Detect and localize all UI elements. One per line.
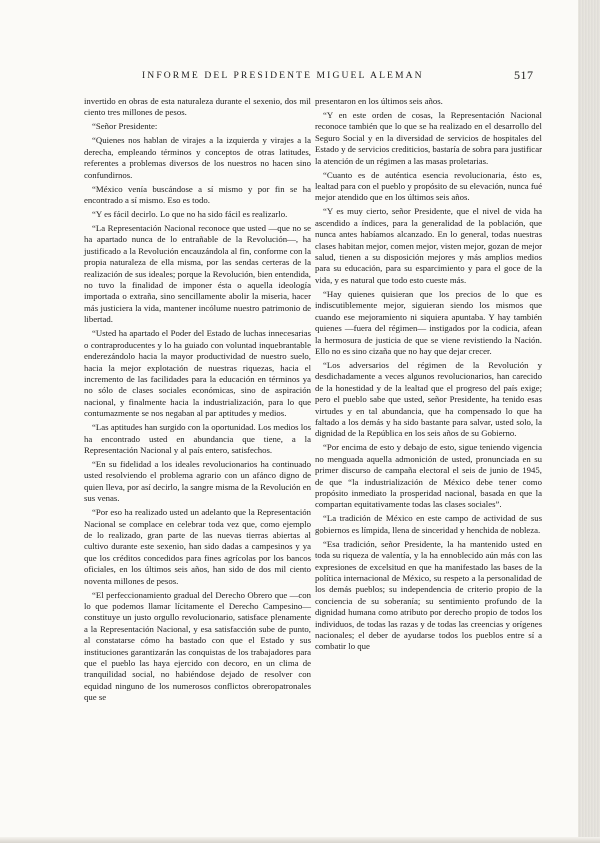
paragraph: “Los adversarios del régimen de la Revolución y desdichadamente a veces algunos revolucionarios, han carecido de la honestidad y de la lealtad que el progreso del país exige; pero el pueblo sabe que usted, señor Presidente, ha tenido esas virtudes y en tal abundancia, que ha compensado lo que ha faltado a los demás y ha sido bastante para salvar, usted solo, la dignidad de la República en los seis años de su Gobierno.	[315, 359, 542, 439]
right-column	[315, 96, 542, 655]
paragraph: presentaron en los últimos seis años.	[315, 96, 443, 106]
paragraph: invertido en obras de esta naturaleza durante el sexenio, dos mil ciento tres millones de pesos.	[84, 96, 311, 118]
paragraph: “Por eso ha realizado usted un adelanto que la Representación Nacional se complace en celebrar toda vez que, como ejemplo de lo realizado, gran parte de las nuevas tierras abiertas al cultivo durante este sexenio, han sido dadas a campesinos y ya que los créditos concedidos para fines agrícolas por los bancos oficiales, en los últimos seis años, han sido de dos mil ciento noventa millones de pesos.	[84, 507, 311, 586]
paragraph: “Usted ha apartado el Poder del Estado de luchas innecesarias o contraproducentes y lo ha guiado con voluntad inquebrantable enderezándolo hacia la mayor productividad de nuestro suelo, hacia la mejor explotación de nuestras riquezas, hacia el incremento de las facilidades para la educación en términos ya no sólo de clases sociales económicas, sino de aspiración nacional, y finalmente hacia la industrialización, para lo que contumazmente se nos negaban al par aptitudes y medios.	[84, 328, 311, 419]
paragraph: “En su fidelidad a los ideales revolucionarios ha continuado usted resolviendo el problema agrario con un afánco digno de quien lleva, por así decirlo, la sangre misma de la Revolución en sus venas.	[84, 458, 311, 504]
paragraph: “Cuanto es de auténtica esencia revolucionaria, ésto es, lealtad para con el pueblo y propósito de su elevación, nunca fué mejor atendido que en los últimos seis años.	[315, 169, 542, 203]
page-number: 517	[514, 68, 534, 82]
paragraph: “La Representación Nacional reconoce que usted —que no se ha apartado nunca de lo entrañable de la Revolución—, ha justificado a la Revolución encauzándola al fin, conforme con la propia naturaleza de ella misma, por las sendas certeras de la realización de sus ideales; porque la Revolución, bien entendida, no tuvo la finalidad de imponer ésta o aquella ideología importada o extraña, sino sencillamente abolir la miseria, hacer más justiciera la vida, mantener incólume nuestro patrimonio de libertad.	[84, 223, 311, 325]
paragraph: “Las aptitudes han surgido con la oportunidad. Los medios los ha encontrado usted en abundancia que tiene, a la Representación Nacional y al país entero, satisfechos.	[84, 422, 311, 455]
paragraph: “Quienes nos hablan de virajes a la izquierda y virajes a la derecha, empleando términos y conceptos de otras latitudes, referentes a problemas diversos de los nuestros no hacen sino confundirnos.	[84, 135, 311, 180]
paragraph: “El perfeccionamiento gradual del Derecho Obrero que —con lo que podemos llamar lícitamente el Derecho Campesino— constituye un justo orgullo revolucionario, satisface plenamente a la Representación Nacional, y esa satisfacción sube de punto, al constatarse cómo ha bastado con que el Estado y sus instituciones garantizarán las conquistas de los trabajadores para que el pueblo las haya ejercido con decoro, en un clima de tranquilidad social, no habiéndose dejado de resolver con equidad ninguno de los numerosos conflictos obreropatronales que se	[84, 589, 311, 703]
paragraph: “Hay quienes quisieran que los precios de lo que es indiscutiblemente mejor, siguieran siendo los mismos que cuando ese mejoramiento ni siquiera apuntaba. Y hay también quienes —fuera del régimen— instigados por la codicia, afean la hermosura de justicia de que se viene revistiendo la Nación. Ello no es sino cizaña que no hay que dejar crecer.	[315, 288, 542, 356]
paragraph: “Y es muy cierto, señor Presidente, que el nivel de vida ha ascendido a índices, para la generalidad de la población, que nunca antes habíamos alcanzado. En lo general, todas nuestras clases habitan mejor, comen mejor, visten mejor, gozan de mejor salud, tienen a su disposición mejores y más amplios medios para su educación, para su esparcimiento y para el goce de la vida, y es natural que todo esto cueste más.	[315, 206, 542, 285]
paragraph: “Y es fácil decirlo. Lo que no ha sido fácil es realizarlo.	[92, 209, 288, 220]
running-title: INFORME DEL PRESIDENTE MIGUEL ALEMAN	[142, 70, 424, 81]
page-bottom-edge	[0, 837, 600, 843]
paragraph: “La tradición de México en este campo de actividad de sus gobiernos es límpida, llena de sinceridad y henchida de nobleza.	[315, 513, 542, 535]
paragraph: “Esa tradición, señor Presidente, la ha mantenido usted en toda su riqueza de valentía, y la ha ennoblecido aún más con las expresiones de excelsitud en que ha manifestado las bases de la política internacional de México, su respeto a la personalidad de los demás pueblos; su independencia de criterio propio de la conciencia de su soberanía; su sentimiento profundo de la dignidad humana como atributo por derecho propio de todos los individuos, de todas las razas y de todas las creencias y orígenes nacionales; el deber de ayudarse todos los pueblos entre sí a combatir lo que	[315, 538, 542, 652]
paragraph: “Y en este orden de cosas, la Representación Nacional reconoce también que lo que se ha realizado en el desarrollo del Seguro Social y en la diversidad de servicios de hospitales del Estado y de servicios crediticios, bastaría de sobra para justificar la atención de un régimen a las masas proletarias.	[315, 110, 542, 166]
page-edge-shadow	[578, 0, 600, 843]
left-column	[84, 96, 311, 706]
paragraph: “México venía buscándose a sí mismo y por fin se ha encontrado a sí mismo. Eso es todo.	[84, 183, 311, 206]
paragraph: “Por encima de esto y debajo de esto, sigue teniendo vigencia no menguada aquella admonición de usted, pronunciada en su primer discurso de campaña electoral el seis de junio de 1945, de que “la industrialización de México debe tener como propósito inmediato la prosperidad nacional, basada en que la compartan equitativamente todas las clases sociales”.	[315, 442, 542, 510]
paragraph: “Señor Presidente:	[92, 121, 158, 132]
